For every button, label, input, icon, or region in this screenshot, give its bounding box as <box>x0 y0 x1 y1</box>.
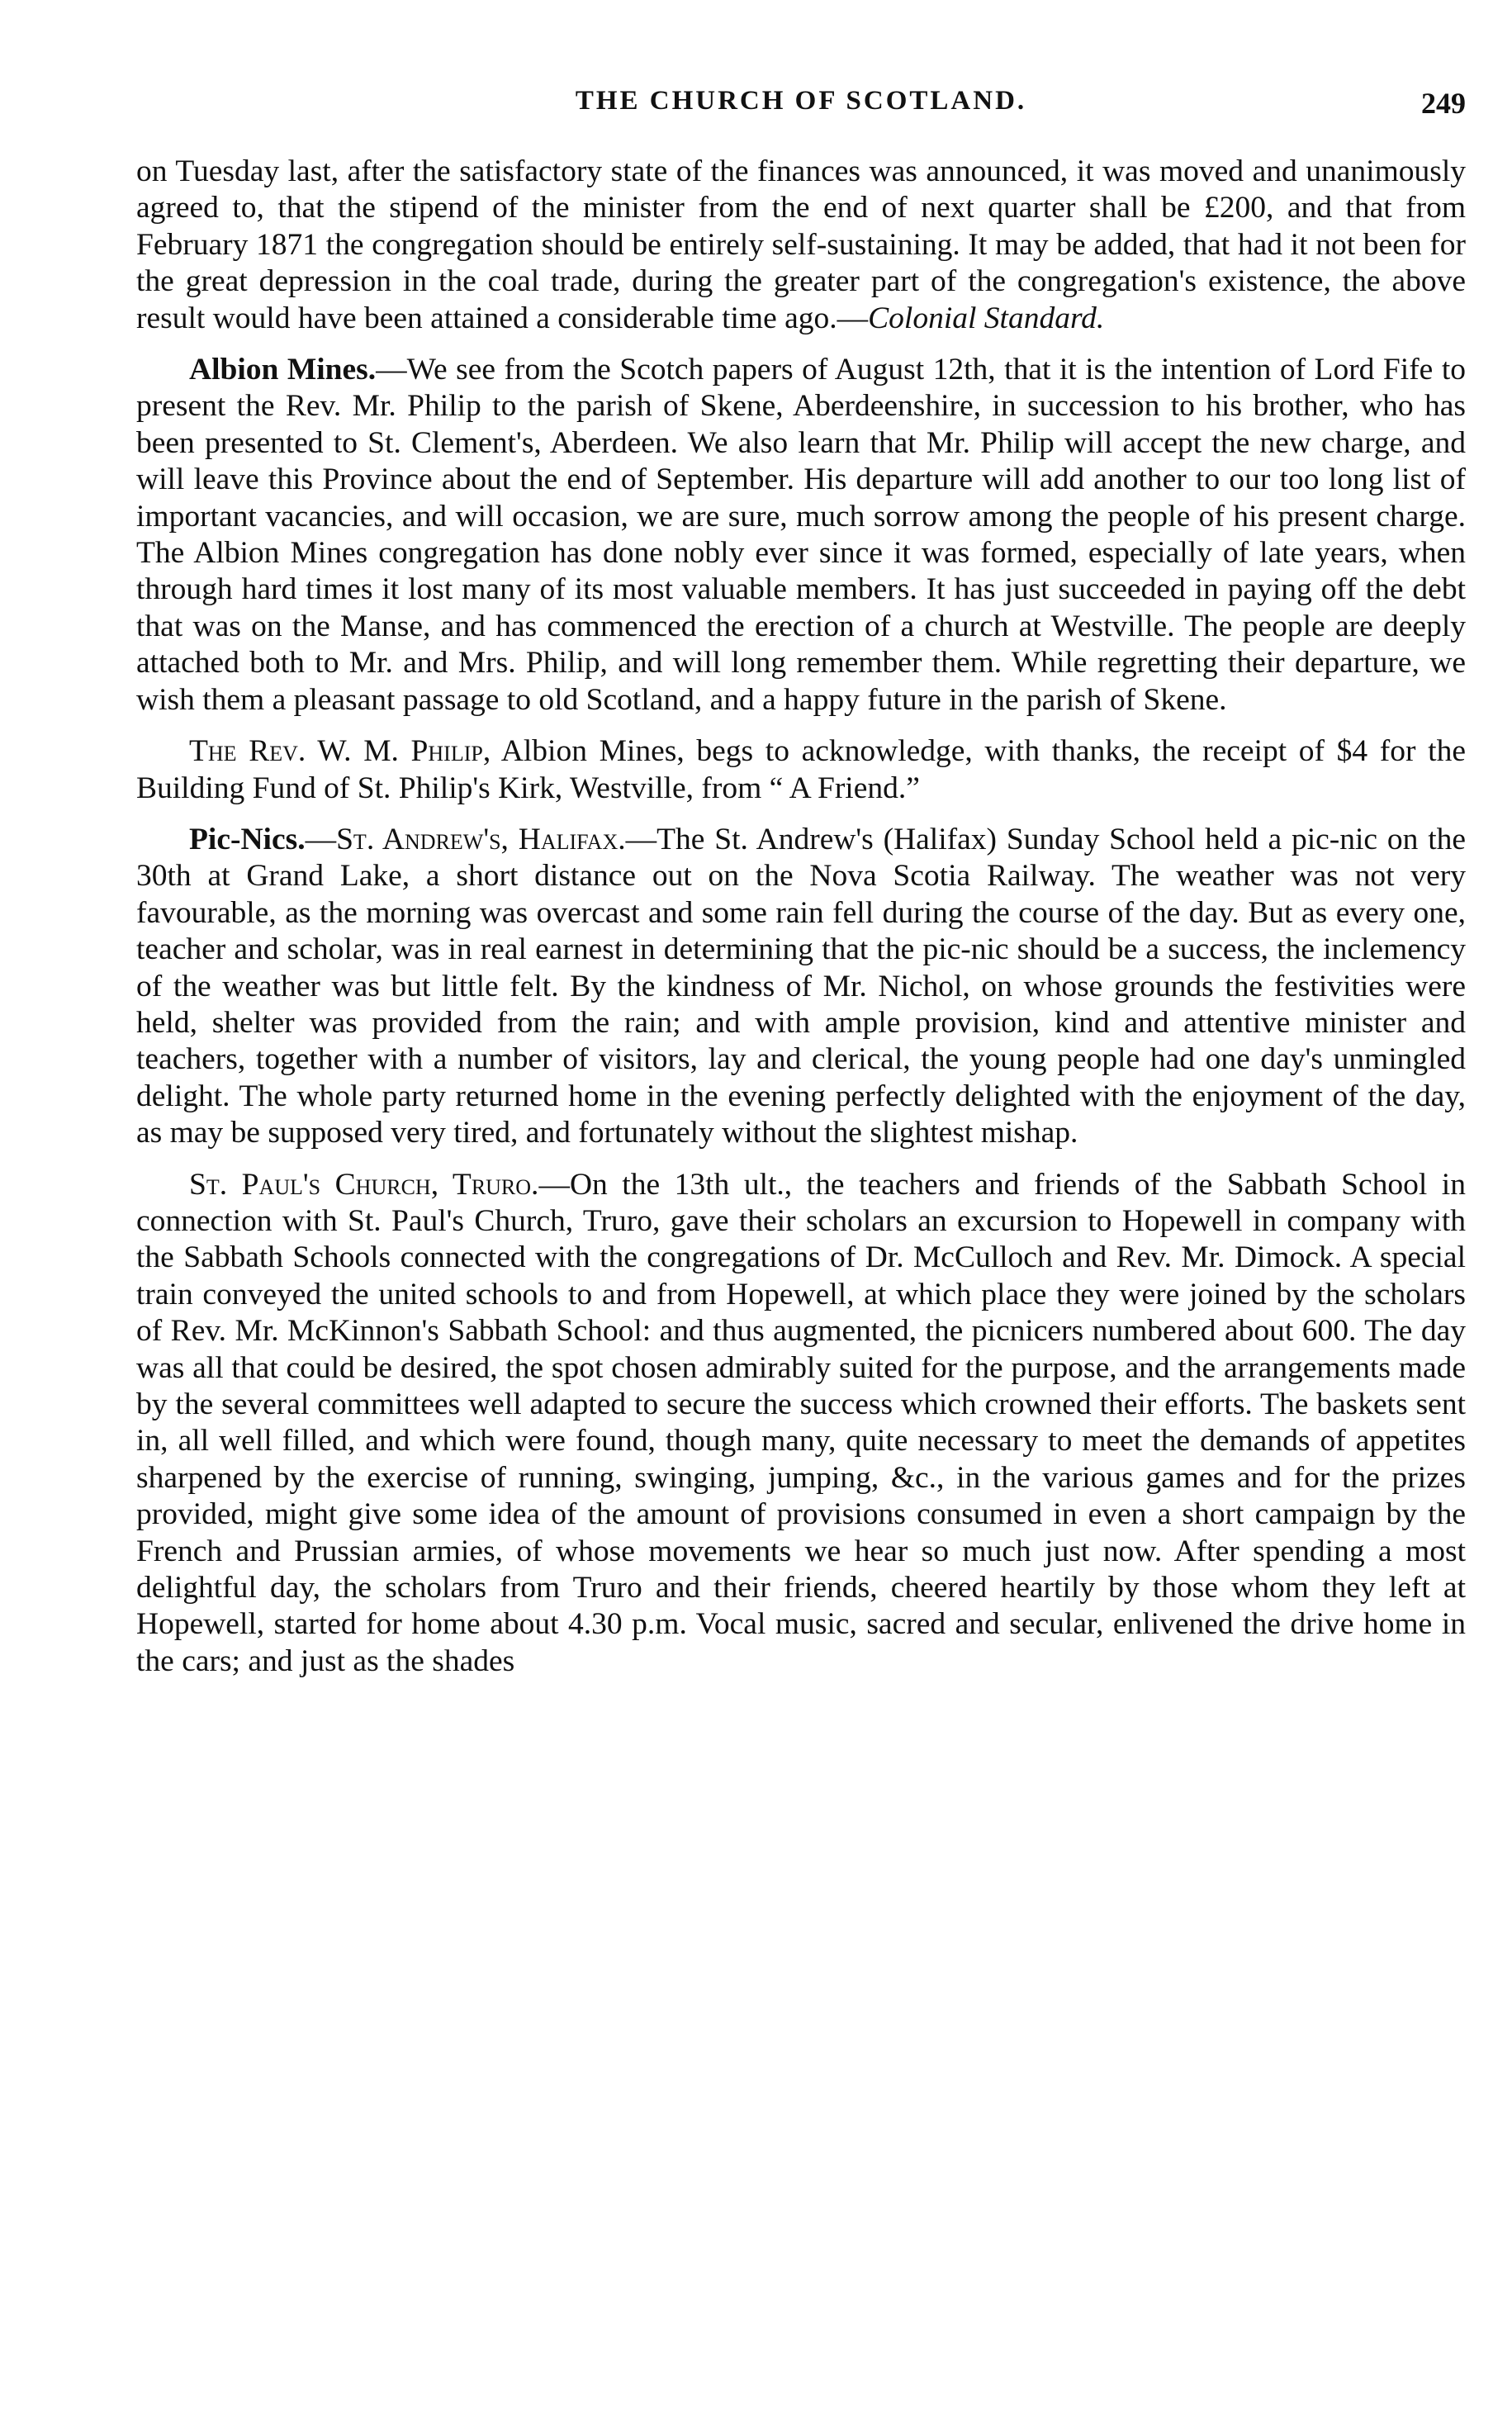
section-subheading: —St. Andrew's, Halifax. <box>305 822 626 856</box>
paragraph-text: —We see from the Scotch papers of August 12th, that it is the intention of Lord Fife to present the Rev. Mr. Philip to the parish of Skene, Aberdeenshire, in succession to his brother, who has been presented to St. Clement's, Aberdeen. We also learn that Mr. Philip will accept the new charge, and will leave this Province about the end of September. His departure will add another to our too long list of important vacancies, and will occasion, we are sure, much sorrow among the people of his present charge. The Albion Mines congregation has done nobly ever since it was formed, especially of late years, when through hard times it lost many of its most valuable members. It has just succeeded in paying off the debt that was on the Manse, and has commenced the erection of a church at Westville. The people are deeply attached both to Mr. and Mrs. Philip, and will long remember them. While regretting their departure, we wish them a pleasant passage to old Scotland, and a happy future in the parish of Skene. <box>136 353 1466 717</box>
page-number: 249 <box>1421 87 1466 120</box>
paragraph-text: —On the 13th ult., the teachers and friends of the Sabbath School in connection with St. Paul's Church, Truro, gave their scholars an excursion to Hopewell in company with the Sabbath Schools connected with the congregations of Dr. McCulloch and Rev. Mr. Dimock. A special train conveyed the united schools to and from Hopewell, at which place they were joined by the scholars of Rev. Mr. McKinnon's Sabbath School: and thus augmented, the picnicers numbered about 600. The day was all that could be desired, the spot chosen admirably suited for the purpose, and the arrangements made by the several committees well adapted to secure the success which crowned their efforts. The baskets sent in, all well filled, and which were found, though many, quite necessary to meet the demands of appetites sharpened by the exercise of running, swinging, jumping, &c., in the various games and for the prizes provided, might give some idea of the amount of provisions consumed in even a short campaign by the French and Prussian armies, of whose movements we hear so much just now. After spending a most delightful day, the scholars from Truro and their friends, cheered heartily by those whom they left at Hopewell, started for home about 4.30 p.m. Vocal music, sacred and secular, enlivened the drive home in the cars; and just as the shades <box>136 1167 1466 1678</box>
paragraph-lead: St. Paul's Church, Truro. <box>189 1167 539 1202</box>
paragraph-albion-mines <box>136 352 1466 719</box>
paragraph-text: Albion Mines, begs to acknowledge, with thanks, the receipt of $4 for the Building Fund of St. Philip's Kirk, Westville, from “ A Friend.” <box>136 734 1466 805</box>
paragraph-text: —The St. Andrew's (Halifax) Sunday School held a pic-nic on the 30th at Grand Lake, a short distance out on the Nova Scotia Railway. The weather was not very favourable, as the morning was overcast and some rain fell during the course of the day. But as every one, teacher and scholar, was in real earnest in determining that the pic-nic should be a success, the inclemency of the weather was but little felt. By the kindness of Mr. Nichol, on whose grounds the festivities were held, shelter was provided from the rain; and with ample provision, kind and attentive minister and teachers, together with a number of visitors, lay and clerical, the young people had one day's unmingled delight. The whole party returned home in the evening perfectly delighted with the enjoyment of the day, as may be supposed very tired, and fortunately without the slightest mishap. <box>136 822 1467 1150</box>
section-heading: Pic-Nics. <box>189 822 306 856</box>
page-header <box>136 86 1466 127</box>
paragraph-text: on Tuesday last, after the satisfactory state of the finances was announced, it was moved and unanimously agreed to, that the stipend of the minister from the end of next quarter shall be £200, and that from February 1871 the congregation should be entirely self-sustaining. It may be added, that had it not been for the great depression in the coal trade, during the greater part of the congregation's existence, the above result would have been attained a considerable time ago.— <box>136 154 1466 335</box>
paragraph-pic-nics <box>136 822 1466 1152</box>
paragraph-st-pauls-truro <box>136 1167 1466 1681</box>
article-body <box>136 154 1466 1680</box>
source-citation: Colonial Standard. <box>868 301 1105 335</box>
paragraph-acknowledgement <box>136 733 1466 807</box>
paragraph-lead: The Rev. W. M. Philip, <box>189 734 491 769</box>
paragraph-stipend <box>136 154 1466 337</box>
running-title: THE CHURCH OF SCOTLAND. <box>575 86 1027 116</box>
section-heading: Albion Mines. <box>189 353 377 387</box>
